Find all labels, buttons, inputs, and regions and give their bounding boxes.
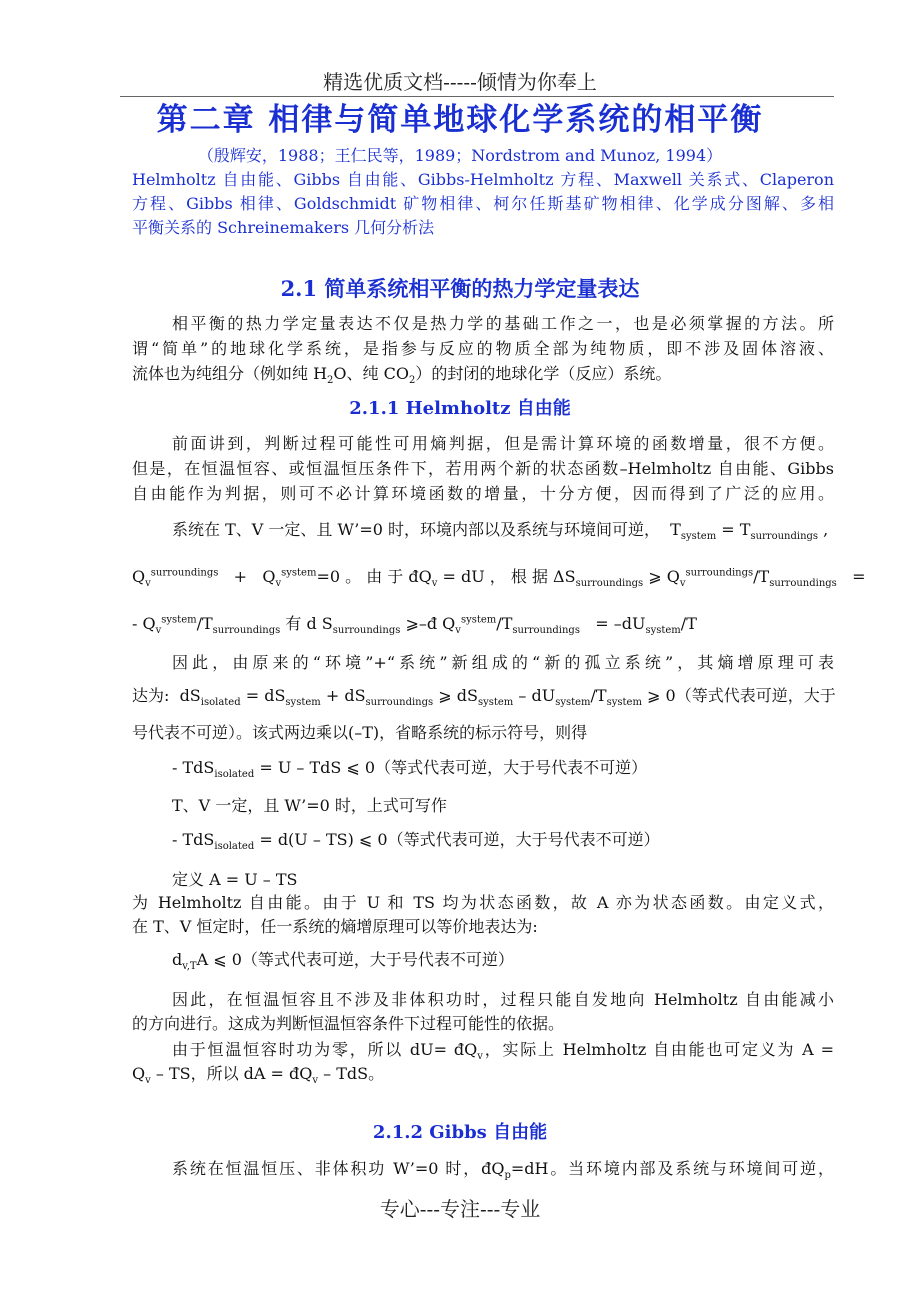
para2-line-3: 自由能作为判据，则可不必计算环境函数的增量，十分方便，因而得到了广泛的应用。: [132, 484, 834, 503]
para10-line-1: 为 Helmholtz 自由能。由于 U 和 TS 均为状态函数，故 A 亦为状态函数。由定义式，: [132, 893, 834, 912]
page-footer: 专心---专注---专业: [379, 1197, 541, 1221]
para1-line-2: 谓“简单”的地球化学系统，是指参与反应的物质全部为纯物质，即不涉及固体溶液、: [132, 339, 834, 358]
header-rule: [120, 96, 834, 97]
para1-line-3: 流体也为纯组分（例如纯 $H_2O$、纯 $CO_2$）的封闭的地球化学（反应）系统。: [132, 364, 672, 387]
para2-line-2: 但是，在恒温恒容、或恒温恒压条件下，若用两个新的状态函数–Helmholtz 自由能、Gibbs: [132, 459, 834, 478]
keywords-line-1: Helmholtz 自由能、Gibbs 自由能、Gibbs-Helmholtz 方程、Maxwell 关系式、Claperon: [132, 170, 834, 189]
para12-line-2: 的方向进行。这成为判断恒温恒容条件下过程可能性的依据。: [132, 1014, 565, 1033]
page-header: 精选优质文档-----倾情为你奉上: [323, 70, 597, 94]
para12-line-4: $Q_v$ – TS，所以 dA = $đQ_v$ – TdS。: [132, 1064, 385, 1087]
para10-line-2: 在 T、V 恒定时，任一系统的熵增原理可以等价地表达为:: [132, 917, 538, 936]
para8: T、V 一定，且 W’=0 时，上式可写作: [172, 796, 447, 815]
definition-a: 定义 A = U – TS: [172, 870, 298, 889]
para1-line-1: 相平衡的热力学定量表达不仅是热力学的基础工作之一，也是必须掌握的方法。所: [172, 314, 834, 333]
equation-tds-isolated: - TdS$_{isolated}$ = U – TdS ⩽ 0（等式代表可逆，大于号代表不可逆）: [172, 758, 648, 781]
para12-line-3: 由于恒温恒容时功为零，所以 $dU= đQ_v$，实际上 Helmholtz 自由能也可定义为 A =: [172, 1040, 834, 1063]
references: （殷辉安，1988；王仁民等，1989；Nordstrom and Munoz, 1994）: [197, 146, 723, 165]
keywords-line-2: 方程、Gibbs 相律、Goldschmidt 矿物相律、柯尔任斯基矿物相律、化学成分图解、多相: [132, 194, 834, 213]
keywords-line-3: 平衡关系的 Schreinemakers 几何分析法: [132, 218, 435, 237]
equation-line-1: $Q_v^{surroundings} + Q_v^{system}=0$ 。 由 于 $đQ_v$ = dU ， 根 据 $\Delta S_{surroundings}$ ⩾ $Q_v^{surroundings}/T_{surroundings}$ =: [132, 567, 866, 590]
para6-line-2: 达为: $dS_{isolated} = dS_{system} + dS_{surroundings}$ ⩾ $dS_{system} - dU_{system}/T_{system}$ ⩾ 0（等式代表可逆，大于: [132, 686, 836, 709]
section-2-1-1-heading: 2.1.1 Helmholtz 自由能: [349, 398, 571, 419]
equation-d-u-ts: - TdS$_{isolated}$ = d(U – TS) ⩽ 0（等式代表可逆，大于号代表不可逆）: [172, 830, 660, 853]
para14-line-1: 系统在恒温恒压、非体积功 W’=0 时，$đQ_p=dH$。当环境内部及系统与环境间可逆，: [172, 1159, 834, 1182]
para6-line-3: 号代表不可逆）。该式两边乘以(–T)，省略系统的标示符号，则得: [132, 723, 588, 742]
para12-line-1: 因此，在恒温恒容且不涉及非体积功时，过程只能自发地向 Helmholtz 自由能减小: [172, 990, 834, 1009]
para6-line-1: 因此，由原来的“环境”+“系统”新组成的“新的孤立系统”，其熵增原理可表: [172, 653, 834, 672]
chapter-title: 第二章 相律与简单地球化学系统的相平衡: [156, 102, 764, 138]
section-2-1-2-heading: 2.1.2 Gibbs 自由能: [372, 1122, 548, 1143]
section-2-1-heading: 2.1 简单系统相平衡的热力学定量表达: [280, 276, 640, 301]
para2-line-1: 前面讲到，判断过程可能性可用熵判据，但是需计算环境的函数增量，很不方便。: [172, 434, 834, 453]
para3-line-1: 系统在 T、V 一定、且 W’=0 时，环境内部以及系统与环境间可逆， $T_{system} = T_{surroundings}$ ,: [172, 520, 829, 543]
equation-line-2: - $Q_v^{system}/T_{surroundings}$ 有 d $S_{surroundings}$ ⩾–đ $Q_v^{system}/T_{surroundings} = -dU_{system}/T$: [132, 614, 697, 637]
equation-dvta: $d_{v,T}A$ ⩽ 0（等式代表可逆，大于号代表不可逆）: [172, 950, 514, 973]
